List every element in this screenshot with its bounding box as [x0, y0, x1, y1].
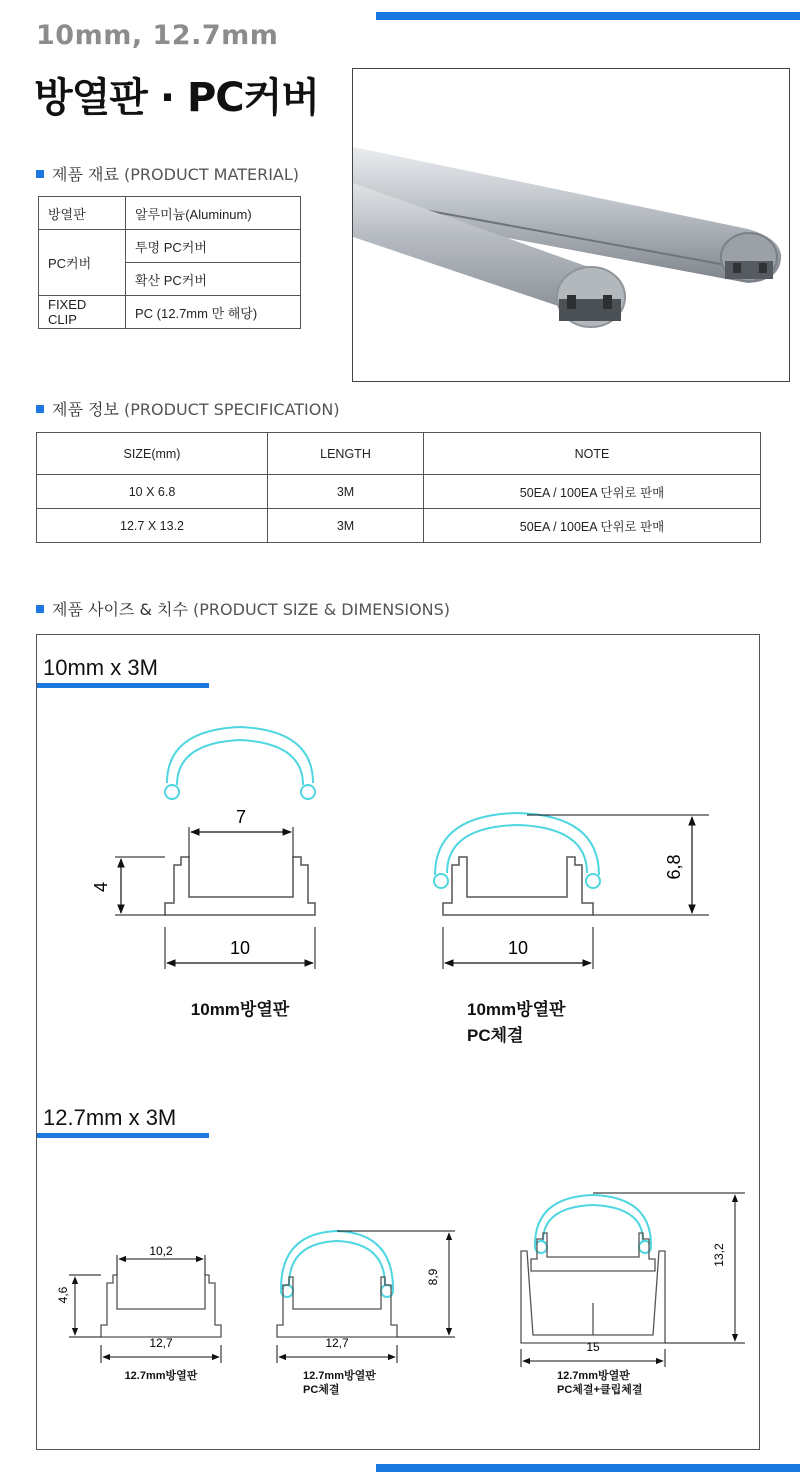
drawing-127mm-with-cover-and-clip — [521, 1193, 745, 1367]
table-header-row — [37, 433, 761, 475]
table-cell: 10 X 6.8 — [37, 475, 268, 509]
material-value: 알루미늄(Aluminum) — [126, 197, 301, 230]
dim-label-base: 10 — [229, 938, 251, 958]
drawing-caption: 10mm방열판 — [190, 1000, 290, 1019]
drawing-10mm-with-cover — [434, 813, 709, 969]
bottom-accent-bar — [376, 1464, 800, 1472]
spec-table — [36, 432, 761, 543]
material-heading: 제품 재료 (PRODUCT MATERIAL) — [36, 162, 299, 185]
dim-label-height: 4,6 — [56, 1286, 70, 1304]
product-photo-image — [353, 69, 790, 382]
material-name: PC커버 — [39, 230, 126, 296]
bullet-square-icon — [36, 170, 44, 178]
dim-label-base: 12,7 — [325, 1336, 349, 1350]
material-value: PC (12.7mm 만 해당) — [126, 296, 301, 329]
table-cell: 50EA / 100EA 단위로 판매 — [424, 475, 761, 509]
bullet-square-icon — [36, 405, 44, 413]
drawing-caption: 12.7mm방열판 — [557, 1370, 630, 1382]
table-row — [37, 509, 761, 543]
dim-label-height: 4 — [91, 881, 111, 893]
group-title: 12.7mm x 3M — [43, 1105, 177, 1130]
column-header: LENGTH — [268, 433, 424, 475]
drawing-127mm-with-cover — [277, 1231, 455, 1363]
page-title: 방열판 · PC커버 — [34, 75, 319, 121]
material-name: FIXED CLIP — [39, 296, 126, 329]
table-row — [39, 296, 301, 329]
product-photo — [352, 68, 790, 382]
material-value: 투명 PC커버 — [126, 230, 301, 263]
drawing-10mm-heatsink — [115, 727, 315, 969]
bullet-square-icon — [36, 605, 44, 613]
table-cell: 50EA / 100EA 단위로 판매 — [424, 509, 761, 543]
material-table — [38, 196, 301, 329]
dim-label-height: 6,8 — [664, 854, 684, 880]
material-name: 방열판 — [39, 197, 126, 230]
table-cell: 3M — [268, 509, 424, 543]
table-cell: 12.7 X 13.2 — [37, 509, 268, 543]
spec-heading: 제품 정보 (PRODUCT SPECIFICATION) — [36, 397, 340, 420]
dim-label-width: 10,2 — [149, 1244, 173, 1258]
column-header: NOTE — [424, 433, 761, 475]
table-row — [37, 475, 761, 509]
drawing-caption: PC체결 — [467, 1026, 524, 1045]
column-header: SIZE(mm) — [37, 433, 268, 475]
dimensions-panel — [36, 634, 760, 1450]
drawing-caption: PC체결+클립체결 — [557, 1384, 643, 1396]
table-row — [39, 197, 301, 230]
dim-label-base: 12,7 — [149, 1336, 173, 1350]
drawing-caption: PC체결 — [303, 1384, 340, 1396]
dim-label-base: 15 — [586, 1340, 600, 1354]
drawing-caption: 12.7mm방열판 — [124, 1370, 198, 1382]
dim-label-base: 10 — [507, 938, 529, 958]
drawing-127mm-heatsink — [69, 1255, 221, 1363]
top-accent-bar — [376, 12, 800, 20]
page-subtitle: 10mm, 12.7mm — [36, 20, 279, 51]
drawing-caption: 10mm방열판 — [467, 1000, 566, 1019]
group-title: 10mm x 3M — [43, 655, 158, 680]
dim-label-height: 13,2 — [712, 1243, 726, 1267]
dimension-drawings — [37, 635, 761, 1451]
table-cell: 3M — [268, 475, 424, 509]
table-row — [39, 230, 301, 263]
dim-label-height: 8,9 — [426, 1268, 440, 1286]
drawing-caption: 12.7mm방열판 — [303, 1370, 376, 1382]
dimensions-heading: 제품 사이즈 & 치수 (PRODUCT SIZE & DIMENSIONS) — [36, 597, 450, 620]
dim-label-width: 7 — [235, 807, 247, 827]
material-value: 확산 PC커버 — [126, 263, 301, 296]
